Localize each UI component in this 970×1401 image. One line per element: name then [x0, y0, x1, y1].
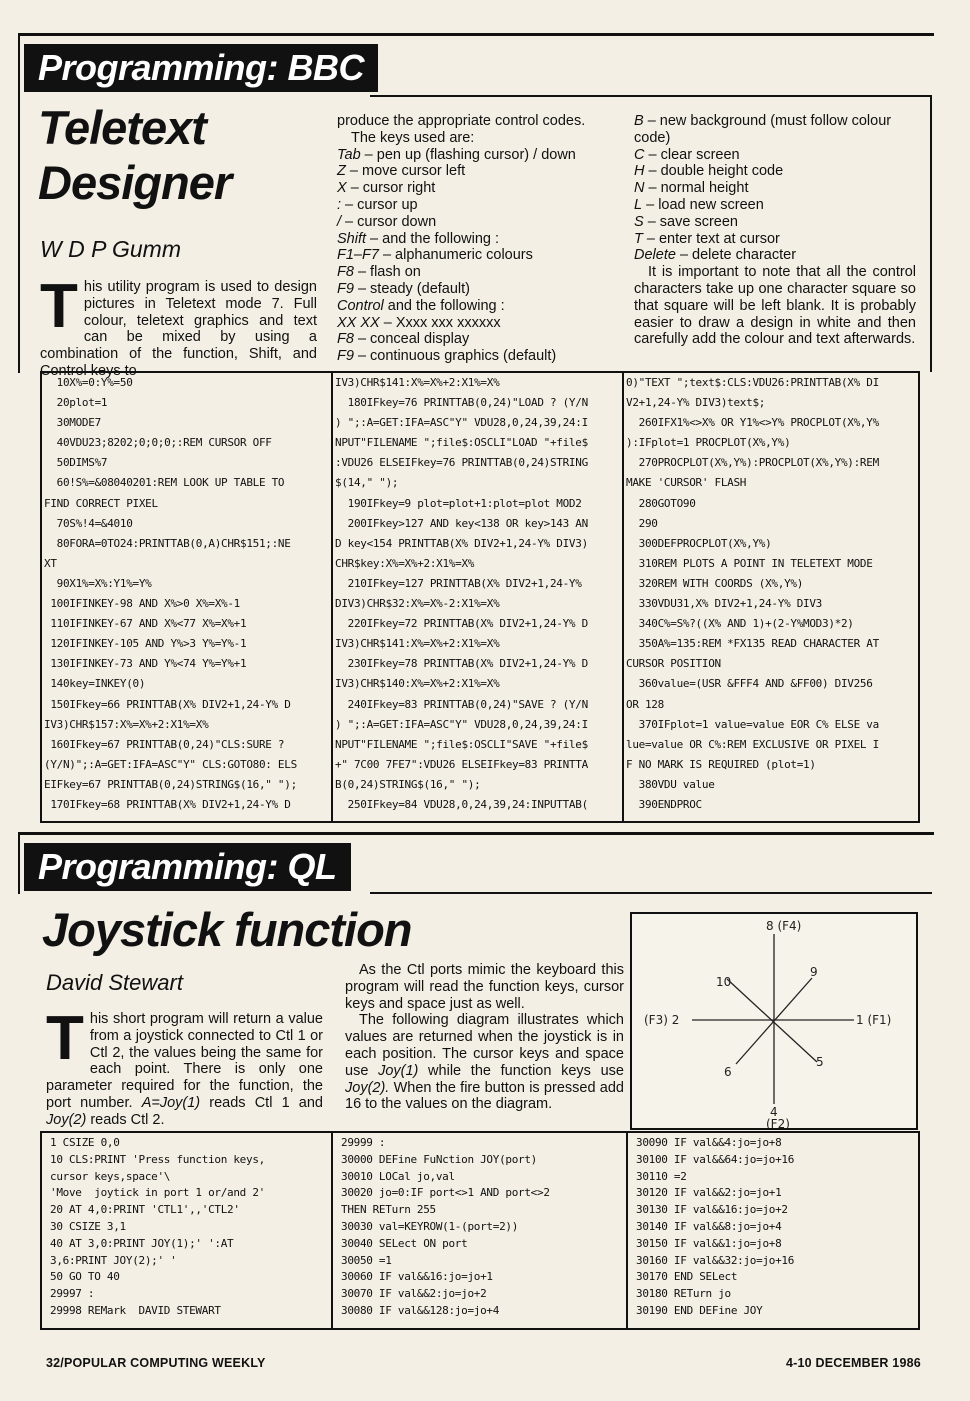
ql-intro-before: his short program will return a value from a joystick connected to Ctl 1 or Ctl 2, the values being the same for each point. There is only one parameter required for the function, the port number. — [46, 1011, 323, 1111]
bbc-code-listing-1: 10X%=0:Y%=50 20plot=1 30MODE7 40VDU23;8202;0;0;0;:REM CURSOR OFF 50DIMS%7 60!S%=&08040201:REM LOOK UP TABLE TO FIND CORRECT PIXEL 70S%!4=&4010 80FORA=0TO24:PRINTTAB(0,A)CHR$151;:NE XT 90X1%=X%:Y1%=Y% 100IFINKEY-98 AND X%>0 X%=X%-1 110IFINKEY-67 AND X%<77 X%=X%+1 120IFINKEY-105 AND Y%>3 Y%=Y%-1 130IFINKEY-73 AND Y%<74 Y%=Y%+1 140key=INKEY(0) 150IFkey=66 PRINTTAB(X% DIV2+1,24-Y% D IV3)CHR$157:X%=X%+2:X1%=X% 160IFkey=67 PRINTTAB(0,24)"CLS:SURE ? (Y/N)";:A=GET:IFA=ASC"Y" CLS:GOTO80: ELS EIFkey=67 PRINTTAB(0,24)STRING$(16," "); 170IFkey=68 PRINTTAB(X% DIV2+1,24-Y% D — [44, 376, 297, 811]
key-separator: – — [345, 163, 362, 180]
bbc-intro-dropcap: T — [40, 272, 78, 341]
bbc-col3-paragraph: It is important to note that all the control characters take up one character square so that square will be left blank. It is probably easier to draw a design in white and then carefully add the colour and text afterwards. — [634, 264, 916, 348]
diagram-label-up-left: 10 — [716, 975, 732, 989]
key-separator: – — [366, 230, 383, 247]
key-name: Tab — [337, 146, 361, 163]
bbc-byline: W D P Gumm — [40, 236, 181, 262]
ql-intro-column — [46, 1004, 323, 1129]
diagram-label-down-right: 5 — [816, 1055, 824, 1069]
key-description: and the following : — [387, 297, 505, 314]
key-separator: – — [642, 230, 659, 247]
key-separator: – — [642, 196, 659, 213]
key-description: pen up (flashing cursor) / down — [376, 146, 576, 163]
key-list-item — [634, 180, 916, 197]
key-separator: – — [353, 331, 371, 348]
key-list-item — [337, 247, 619, 264]
key-separator: – — [675, 247, 693, 264]
key-name: : — [337, 196, 342, 213]
key-list-item — [337, 348, 619, 365]
ql-body-p2-em2: Joy(2). — [345, 1079, 390, 1096]
key-list-item — [634, 231, 916, 248]
diagram-label-down-left: 6 — [724, 1065, 732, 1079]
ql-body-p2-em1: Joy(1) — [378, 1062, 419, 1079]
key-description: Xxxx xxx xxxxxx — [395, 314, 501, 331]
key-name: B — [634, 113, 644, 129]
key-separator: – — [346, 180, 363, 197]
key-separator: – — [341, 213, 358, 230]
ql-body-p2-after: When the fire button is pressed add 16 to the values on the diagram. — [345, 1079, 624, 1113]
bbc-code-listing-2: IV3)CHR$141:X%=X%+2:X1%=X% 180IFkey=76 PRINTTAB(0,24)"LOAD ? (Y/N ) ";:A=GET:IFA=ASC"Y" VDU28,0,24,39,24:I NPUT"FILENAME ";file$:OSCLI"LOAD "+file$ :VDU26 ELSEIFkey=76 PRINTTAB(0,24)STRING $(14," "); 190IFkey=9 plot=plot+1:plot=plot MOD2 200IFkey>127 AND key<138 OR key>143 AN D key<154 PRINTTAB(X% DIV2+1,24-Y% DIV3) CHR$key:X%=X%+2:X1%=X% 210IFkey=127 PRINTTAB(X% DIV2+1,24-Y% DIV3)CHR$32:X%=X%-2:X1%=X% 220IFkey=72 PRINTTAB(X% DIV2+1,24-Y% D IV3)CHR$141:X%=X%+2:X1%=X% 230IFkey=78 PRINTTAB(X% DIV2+1,24-Y% D IV3)CHR$140:X%=X%+2:X1%=X% 240IFkey=83 PRINTTAB(0,24)"SAVE ? (Y/N ) ";:A=GET:IFA=ASC"Y" VDU28,0,24,39,24:I NPUT"FILENAME ";file$:OSCLI"SAVE "+file$ +" 7C00 7FE7":VDU26 ELSEIFkey=83 PRINTTA B(0,24)STRING$(16," "); 250IFkey=84 VDU28,0,24,39,24:INPUTTAB( — [335, 376, 588, 811]
ql-code-listing-3: 30090 IF val&&4:jo=jo+8 30100 IF val&&64:jo=jo+16 30110 =2 30120 IF val&&2:jo=jo+1 30130 IF val&&16:jo=jo+2 30140 IF val&&8:jo=jo+4 30150 IF val&&1:jo=jo+8 30160 IF val&&32:jo=jo+16 30170 END SELect 30180 RETurn jo 30190 END DEFine JOY — [636, 1136, 795, 1317]
key-description: cursor down — [357, 213, 437, 230]
ql-right-top-rule — [370, 892, 932, 894]
ql-intro-em2: Joy(2) — [46, 1111, 87, 1128]
key-list-item — [337, 281, 619, 298]
key-description: alphanumeric colours — [395, 247, 533, 264]
key-name: S — [634, 213, 644, 230]
key-separator: – — [379, 314, 396, 331]
joystick-diagram — [630, 912, 918, 1130]
diagram-label-down: 4 — [770, 1105, 778, 1119]
key-list-item — [634, 197, 916, 214]
key-description: clear screen — [660, 146, 740, 163]
ql-headline: Joystick function — [42, 903, 412, 956]
key-list-item — [337, 180, 619, 197]
key-list-item: produce the appropriate control codes. — [337, 113, 586, 129]
key-name: T — [634, 230, 643, 247]
diagram-label-down-sub: (F2) — [766, 1117, 790, 1128]
bbc-code-divider-1 — [331, 371, 333, 821]
bbc-col3-key-list — [634, 113, 916, 264]
bbc-code-listing-3: 0)"TEXT ";text$:CLS:VDU26:PRINTTAB(X% DI V2+1,24-Y% DIV3)text$; 260IFX1%<>X% OR Y1%<>Y% PROCPLOT(X%,Y% ):IFplot=1 PROCPLOT(X%,Y%) 270PROCPLOT(X%,Y%):PROCPLOT(X%,Y%):REM MAKE 'CURSOR' FLASH 280GOTO90 290 300DEFPROCPLOT(X%,Y%) 310REM PLOTS A POINT IN TELETEXT MODE 320REM WITH COORDS (X%,Y%) 330VDU31,X% DIV2+1,24-Y% DIV3 340C%=S%?((X% AND 1)+(2-Y%MOD3)*2) 350A%=135:REM *FX135 READ CHARACTER AT CURSOR POSITION 360value=(USR &FFF4 AND &FF00) DIV256 OR 128 370IFplot=1 value=value EOR C% ELSE va lue=value OR C%:REM EXCLUSIVE OR PIXEL I F NO MARK IS REQUIRED (plot=1) 380VDU value 390ENDPROC — [626, 376, 879, 811]
ql-body-column — [345, 962, 624, 1113]
diagram-label-left: (F3) 2 — [644, 1013, 680, 1027]
key-description: save screen — [659, 213, 738, 230]
key-description: normal height — [660, 180, 749, 197]
key-list-item — [337, 214, 619, 231]
key-name: F9 — [337, 280, 354, 297]
ql-code-listing-1: 1 CSIZE 0,0 10 CLS:PRINT 'Press function keys, cursor keys,space'\ 'Move joytick in port 1 or/and 2' 20 AT 4,0:PRINT 'CTL1',,'CTL2' 30 CSIZE 3,1 40 AT 3,0:PRINT JOY(1);' ':AT 3,6:PRINT JOY(2);' ' 50 GO TO 40 29997 : 29998 REMark DAVID STEWART — [50, 1136, 265, 1317]
key-name: F8 — [337, 331, 354, 348]
key-description: delete character — [692, 247, 797, 264]
key-separator: – — [353, 348, 371, 365]
key-description: enter text at cursor — [658, 230, 780, 247]
key-description: double height code — [660, 163, 784, 180]
key-description: flash on — [370, 264, 421, 281]
key-list-item — [634, 247, 916, 264]
key-name: Delete — [634, 247, 676, 264]
key-name: H — [634, 163, 645, 180]
key-list-item — [634, 214, 916, 231]
key-name: / — [337, 213, 342, 230]
bbc-section-banner: Programming: BBC — [24, 44, 378, 92]
key-list-item — [634, 163, 916, 180]
key-separator: – — [644, 180, 661, 197]
ql-intro-em1: A=Joy(1) — [141, 1094, 201, 1111]
joystick-diagram-svg — [632, 914, 916, 1128]
key-description: new background (must follow colour code) — [634, 113, 892, 146]
key-name: Control — [337, 297, 384, 314]
ql-intro-mid: reads Ctl 1 and — [200, 1094, 323, 1111]
key-description: and the following : — [382, 230, 500, 247]
key-name: N — [634, 180, 645, 197]
ql-left-border — [18, 832, 20, 894]
ql-byline: David Stewart — [46, 970, 183, 995]
key-list-item: The keys used are: — [351, 129, 475, 146]
key-name: Shift — [337, 230, 367, 247]
key-list-item — [337, 197, 619, 214]
ql-body-p2-mid: while the function keys use — [418, 1062, 624, 1079]
key-description: cursor up — [357, 196, 418, 213]
bbc-left-border — [18, 33, 20, 373]
bbc-headline-line2: Designer — [38, 156, 232, 209]
key-separator: – — [360, 146, 377, 163]
key-name: F1–F7 — [337, 247, 379, 264]
bbc-headline-line1: Teletext — [38, 101, 206, 154]
diagram-label-up-right: 9 — [810, 965, 818, 979]
key-separator: – — [378, 247, 396, 264]
ql-code-listing-2: 29999 : 30000 DEFine FuNction JOY(port) 30010 LOCal jo,val 30020 jo=0:IF port<>1 AND port<>2 THEN RETurn 255 30030 val=KEYROW(1-(port=2)) 30040 SELect ON port 30050 =1 30060 IF val&&16:jo=jo+1 30070 IF val&&2:jo=jo+2 30080 IF val&&128:jo=jo+4 — [341, 1136, 550, 1317]
key-name: XX XX — [337, 314, 380, 331]
key-list-item — [337, 163, 619, 180]
key-separator: – — [353, 264, 371, 281]
key-list-item — [337, 147, 619, 164]
key-separator: – — [643, 113, 660, 129]
bbc-keys-column — [337, 113, 619, 365]
key-list-item — [337, 231, 619, 248]
key-list-item — [337, 298, 619, 315]
diagram-label-right: 1 (F1) — [856, 1013, 892, 1027]
diagram-label-up: 8 (F4) — [766, 919, 802, 933]
key-name: C — [634, 146, 645, 163]
ql-section-banner: Programming: QL — [24, 843, 351, 891]
key-description: load new screen — [658, 196, 764, 213]
key-separator: – — [644, 163, 661, 180]
bbc-code-divider-2 — [622, 371, 624, 821]
ql-intro-dropcap: T — [46, 1004, 84, 1073]
ql-intro-after: reads Ctl 2. — [86, 1111, 165, 1128]
key-name: X — [337, 180, 347, 197]
footer-publication: 32/POPULAR COMPUTING WEEKLY — [46, 1356, 266, 1370]
bbc-keys-column-2 — [634, 113, 916, 348]
bbc-intro-column — [40, 272, 317, 380]
key-description: steady (default) — [370, 280, 470, 297]
key-name: F9 — [337, 348, 354, 365]
ql-banner-rule — [18, 832, 934, 835]
key-list-item — [337, 264, 619, 281]
key-separator: – — [353, 280, 371, 297]
key-name: Z — [337, 163, 346, 180]
key-name: L — [634, 196, 643, 213]
ql-body-paragraph-1: As the Ctl ports mimic the keyboard this program will read the function keys, cursor keys and space just as well. — [345, 962, 624, 1012]
key-description: cursor right — [362, 180, 436, 197]
bbc-right-border — [930, 95, 932, 372]
key-list-item — [634, 147, 916, 164]
ql-code-divider-2 — [626, 1131, 628, 1328]
key-name: F8 — [337, 264, 354, 281]
key-list-item — [337, 315, 619, 332]
key-list-item — [337, 331, 619, 348]
key-separator: – — [341, 196, 358, 213]
key-list-item — [634, 113, 916, 147]
key-description: conceal display — [370, 331, 470, 348]
ql-code-divider-1 — [331, 1131, 333, 1328]
ql-body-paragraph-2 — [345, 1012, 624, 1113]
footer-date: 4-10 DECEMBER 1986 — [786, 1356, 921, 1370]
bbc-intro-text: his utility program is used to design pictures in Teletext mode 7. Full colour, teletext graphics and text can be mixed by using a combination of the function, Shift, and Control keys to — [40, 279, 317, 379]
key-description: move cursor left — [361, 163, 466, 180]
bbc-banner-rule — [18, 33, 934, 36]
key-description: continuous graphics (default) — [370, 348, 557, 365]
bbc-right-top-rule — [370, 95, 932, 97]
key-separator: – — [644, 146, 661, 163]
key-separator: – — [643, 213, 660, 230]
ql-body-p2-before: The following diagram illustrates which values are returned when the joystick is in each position. The cursor keys and space use — [345, 1012, 624, 1079]
